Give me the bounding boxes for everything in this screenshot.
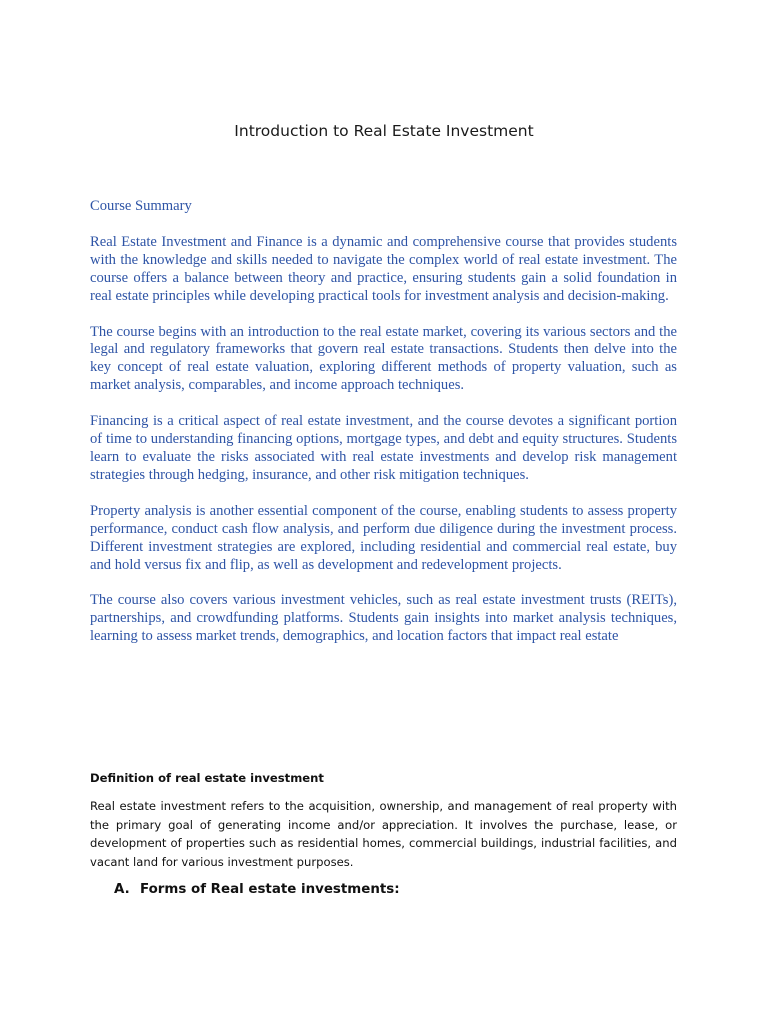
forms-heading bbox=[114, 882, 400, 897]
course-summary-paragraph: The course also covers various investment vehicles, such as real estate investment trusts (REITs), partnerships, and crowdfunding platforms. Students gain insights into market analysis techniques, learning to assess market trends, demographics, and location factors that impact real estate bbox=[90, 592, 677, 645]
course-summary-section bbox=[90, 198, 677, 664]
list-marker: A. bbox=[114, 882, 130, 897]
course-summary-paragraph: Real Estate Investment and Finance is a dynamic and comprehensive course that provides students with the knowledge and skills needed to navigate the complex world of real estate investment. The course offers a balance between theory and practice, ensuring students gain a solid foundation in real estate principles while developing practical tools for investment analysis and decision-making. bbox=[90, 233, 677, 304]
definition-heading: Definition of real estate investment bbox=[90, 771, 324, 785]
course-summary-heading: Course Summary bbox=[90, 198, 192, 214]
course-summary-paragraph: The course begins with an introduction to the real estate market, covering its various sectors and the legal and regulatory frameworks that govern real estate transactions. Students then delve into the key concept of real estate valuation, exploring different methods of property valuation, such as market analysis, comparables, and income approach techniques. bbox=[90, 323, 677, 394]
definition-section bbox=[90, 770, 677, 871]
course-summary-paragraph: Financing is a critical aspect of real estate investment, and the course devotes a significant portion of time to understanding financing options, mortgage types, and debt and equity structures. Students learn to evaluate the risks associated with real estate investments and develop risk management strategies through hedging, insurance, and other risk mitigation techniques. bbox=[90, 413, 677, 483]
document-title: Introduction to Real Estate Investment bbox=[234, 122, 534, 140]
forms-heading-text: Forms of Real estate investments: bbox=[140, 882, 400, 897]
definition-paragraph: Real estate investment refers to the acquisition, ownership, and management of real property with the primary goal of generating income and/or appreciation. It involves the purchase, lease, or development of properties such as residential homes, commercial buildings, industrial facilities, and vacant land for various investment purposes. bbox=[90, 799, 677, 869]
course-summary-paragraph: Property analysis is another essential component of the course, enabling students to assess property performance, conduct cash flow analysis, and perform due diligence during the investment process. Different investment strategies are explored, including residential and commercial real estate, buy and hold versus fix and flip, as well as development and redevelopment projects. bbox=[90, 502, 677, 573]
